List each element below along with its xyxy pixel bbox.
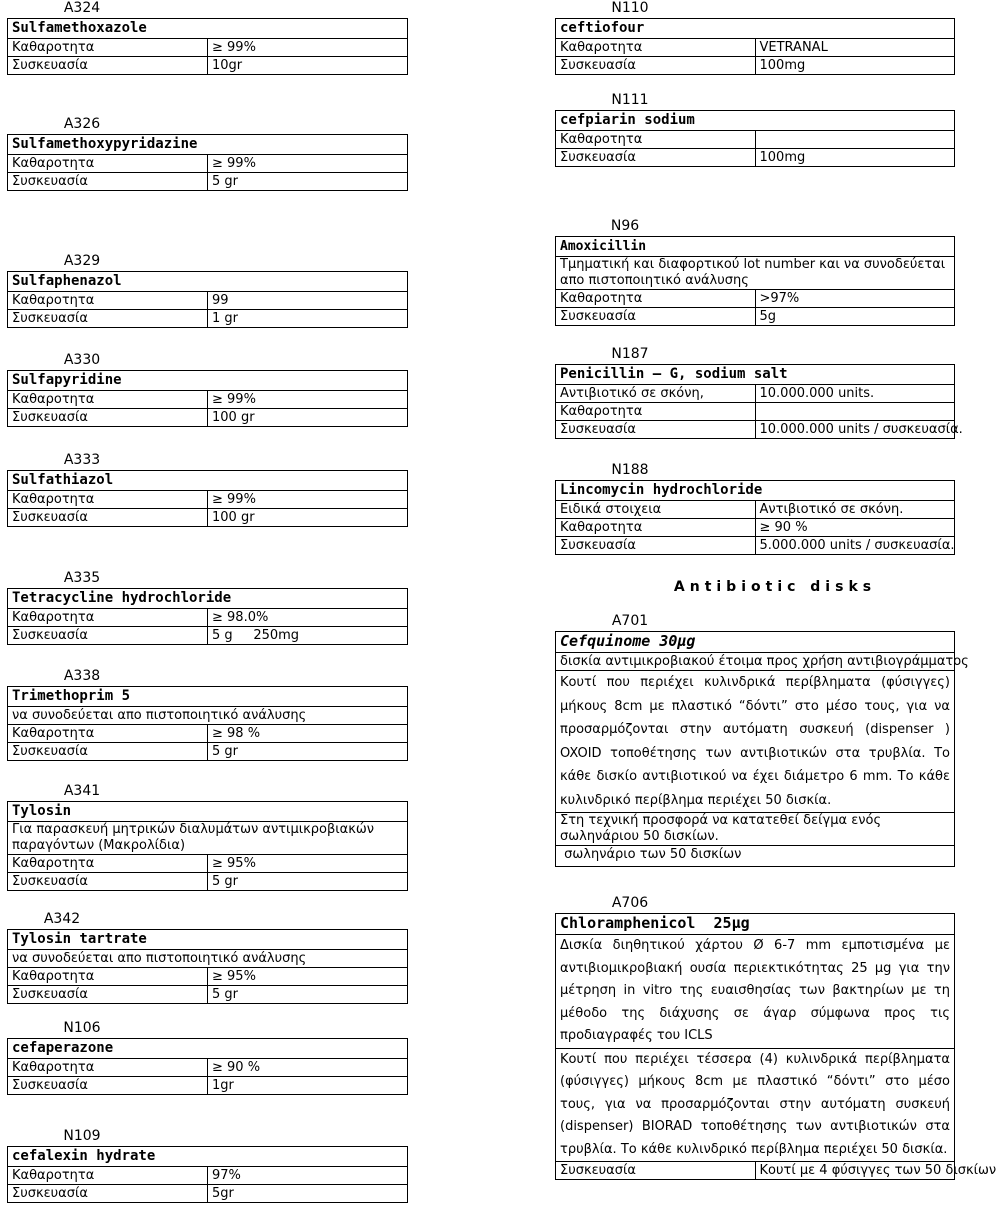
product-name: Amoxicillin — [556, 237, 955, 257]
product-code: N111 — [611, 92, 649, 108]
purity-label: Καθαροτητα — [8, 1167, 208, 1185]
purity-value — [755, 131, 955, 149]
product-n109 — [7, 1128, 408, 1203]
purity-label: Καθαροτητα — [8, 491, 208, 509]
purity-value: ≥ 99% — [208, 155, 408, 173]
product-name-text: Cefquinome 30μg — [560, 632, 696, 650]
product-note: Για παρασκευή μητρικών διαλυμάτων αντιμικροβιακών παραγόντων (Μακρολίδια) — [8, 822, 408, 855]
product-name: Sulfathiazol — [8, 471, 408, 491]
package-value: 1gr — [208, 1077, 408, 1095]
product-name: ceftiofour — [556, 19, 955, 39]
product-a329 — [7, 253, 408, 328]
package-value: 5 gr — [208, 986, 408, 1004]
product-code: N187 — [611, 346, 649, 362]
package-value: 1 gr — [208, 310, 408, 328]
product-code: A329 — [63, 253, 101, 269]
product-note: Τμηματική και διαφορτικού lot number και να συνοδεύεται απο πιστοποιητικό ανάλυσης — [556, 257, 955, 290]
product-n111 — [555, 92, 955, 167]
product-n187 — [555, 346, 963, 439]
product-a341 — [7, 783, 408, 891]
purity-value: ≥ 99% — [208, 39, 408, 57]
purity-label: Καθαροτητα — [8, 855, 208, 873]
product-code: A338 — [63, 668, 101, 684]
spec-label: Ειδικά στοιχεια — [556, 501, 756, 519]
antibiotic-disks-heading: Antibiotic disks — [673, 579, 877, 595]
spec-label: Αντιβιοτικό σε σκόνη, — [556, 385, 756, 403]
package-value: 5 gr — [208, 173, 408, 191]
purity-value: ≥ 98.0% — [208, 609, 408, 627]
purity-label: Καθαροτητα — [8, 391, 208, 409]
purity-label: Καθαροτητα — [8, 725, 208, 743]
product-code: A706 — [611, 895, 649, 911]
purity-label: Καθαροτητα — [556, 403, 756, 421]
purity-value: ≥ 90 % — [755, 519, 955, 537]
package-label: Συσκευασία — [8, 173, 208, 191]
product-code: A326 — [63, 116, 101, 132]
product-name: Sulfamethoxypyridazine — [8, 135, 408, 155]
offer-note: Στη τεχνική προσφορά να κατατεθεί δείγμα ενός σωληνάριου 50 δισκίων. — [556, 813, 955, 846]
product-a326 — [7, 116, 408, 191]
package-value: 10gr — [208, 57, 408, 75]
purity-value: ≥ 99% — [208, 391, 408, 409]
purity-label: Καθαροτητα — [8, 609, 208, 627]
purity-label: Καθαροτητα — [556, 519, 756, 537]
package-label: Συσκευασία — [8, 627, 208, 645]
product-a333 — [7, 452, 408, 527]
product-name: Sulfaphenazol — [8, 272, 408, 292]
purity-value: 97% — [208, 1167, 408, 1185]
purity-value: ≥ 95% — [208, 968, 408, 986]
purity-value: VETRANAL — [755, 39, 955, 57]
product-name: Penicillin – G, sodium salt — [556, 365, 955, 385]
product-packaging-description: Κουτί που περιέχει τέσσερα (4) κυλινδρικά περίβληματα (φύσιγγες) μήκους 8cm με πλαστικό “δόντι” στο μέσο τους, για να προσαρμόζονται στην αυτόματη συσκευή (dispenser) BIORAD τοποθέτησης των αντιβιοτικών στα τρυβλία. Το κάθε κυλινδρικό περίβλημα περιέχει 50 δισκία. — [556, 1048, 955, 1162]
product-a335 — [7, 570, 408, 645]
spec-value: 10.000.000 units. — [755, 385, 955, 403]
product-n96 — [555, 218, 955, 326]
product-code: N109 — [63, 1128, 101, 1144]
product-name: cefalexin hydrate — [8, 1147, 408, 1167]
product-name: Trimethoprim 5 — [8, 687, 408, 707]
package-value: 5gr — [208, 1185, 408, 1203]
product-code: A342 — [43, 911, 81, 927]
product-code: N188 — [611, 462, 649, 478]
package-value: 5.000.000 units / συσκευασία. — [755, 537, 955, 555]
package-label: Συσκευασία — [8, 873, 208, 891]
product-name — [556, 632, 955, 653]
purity-label: Καθαροτητα — [8, 39, 208, 57]
product-name-text: Chloramphenicol 25μg — [560, 914, 750, 932]
package-value: 100mg — [755, 57, 955, 75]
package-value: 100mg — [755, 149, 955, 167]
product-name: Sulfapyridine — [8, 371, 408, 391]
product-a324 — [7, 0, 408, 75]
product-note: να συνοδεύεται απο πιστοποιητικό ανάλυσης — [8, 707, 408, 725]
package-label: Συσκευασία — [8, 310, 208, 328]
product-name: Tylosin — [8, 802, 408, 822]
package-label: Συσκευασία — [8, 409, 208, 427]
purity-label: Καθαροτητα — [8, 1059, 208, 1077]
package-label: Συσκευασία — [8, 743, 208, 761]
product-code: A324 — [63, 0, 101, 16]
product-name: Tetracycline hydrochloride — [8, 589, 408, 609]
product-line1: δισκία αντιμικροβιακού έτοιμα προς χρήση αντιβιογράμματος — [556, 653, 955, 671]
purity-value: 99 — [208, 292, 408, 310]
product-code: A341 — [63, 783, 101, 799]
package-label: Συσκευασία — [556, 537, 756, 555]
purity-value: >97% — [755, 290, 955, 308]
spec-value: Αντιβιοτικό σε σκόνη. — [755, 501, 955, 519]
package-label: Συσκευασία — [8, 1185, 208, 1203]
product-name: cefaperazone — [8, 1039, 408, 1059]
package-label: Συσκευασία — [556, 1162, 756, 1180]
package-label: Συσκευασία — [556, 421, 756, 439]
package-label: Συσκευασία — [8, 57, 208, 75]
package-label: Συσκευασία — [556, 149, 756, 167]
package-value: 5g — [755, 308, 955, 326]
package-value: 5 gr — [208, 743, 408, 761]
purity-label: Καθαροτητα — [8, 155, 208, 173]
package-label: Συσκευασία — [8, 509, 208, 527]
package-value: 100 gr — [208, 409, 408, 427]
product-a330 — [7, 352, 408, 427]
purity-value: ≥ 98 % — [208, 725, 408, 743]
product-code: N96 — [610, 218, 640, 234]
product-n106 — [7, 1020, 408, 1095]
purity-label: Καθαροτητα — [8, 968, 208, 986]
product-name: cefpiarin sodium — [556, 111, 955, 131]
product-n188 — [555, 462, 955, 555]
package-value: Κουτί με 4 φύσιγγες των 50 δισκίων — [755, 1162, 955, 1180]
product-a701 — [555, 613, 969, 867]
package-value: σωληνάριο των 50 δισκίων — [556, 846, 955, 867]
package-value: 5 g 250mg — [208, 627, 408, 645]
package-label: Συσκευασία — [8, 986, 208, 1004]
purity-value: ≥ 99% — [208, 491, 408, 509]
purity-value — [755, 403, 955, 421]
purity-label: Καθαροτητα — [556, 290, 756, 308]
purity-value: ≥ 95% — [208, 855, 408, 873]
package-value: 10.000.000 units / συσκευασία. — [755, 421, 955, 439]
product-code: A335 — [63, 570, 101, 586]
purity-label: Καθαροτητα — [8, 292, 208, 310]
product-description: Δισκία διηθητικού χάρτου Ø 6-7 mm εμποτισμένα με αντιβιομικροβιακή ουσία περιεκτικότητας 25 μg για την μέτρηση in vitro της ευαισθησίας των βακτηρίων με τη μέθοδο της διάχυσης σε άγαρ σύμφωνα προς τις προδιαγραφές του ICLS — [556, 935, 955, 1049]
product-code: A333 — [63, 452, 101, 468]
package-label: Συσκευασία — [556, 308, 756, 326]
product-code: A330 — [63, 352, 101, 368]
package-value: 5 gr — [208, 873, 408, 891]
purity-value: ≥ 90 % — [208, 1059, 408, 1077]
product-a342 — [7, 911, 408, 1004]
package-label: Συσκευασία — [556, 57, 756, 75]
product-code: A701 — [611, 613, 649, 629]
product-note: να συνοδεύεται απο πιστοποιητικό ανάλυσης — [8, 950, 408, 968]
product-a706 — [555, 895, 996, 1180]
product-name: Lincomycin hydrochloride — [556, 481, 955, 501]
product-n110 — [555, 0, 955, 75]
product-code: N110 — [611, 0, 649, 16]
package-value: 100 gr — [208, 509, 408, 527]
product-name: Tylosin tartrate — [8, 930, 408, 950]
product-name: Sulfamethoxazole — [8, 19, 408, 39]
purity-label: Καθαροτητα — [556, 39, 756, 57]
purity-label: Καθαροτητα — [556, 131, 756, 149]
product-name — [556, 914, 955, 935]
product-a338 — [7, 668, 408, 761]
package-label: Συσκευασία — [8, 1077, 208, 1095]
product-code: N106 — [63, 1020, 101, 1036]
product-description: Κουτί που περιέχει κυλινδρικά περίβληματα (φύσιγγες) μήκους 8cm με πλαστικό “δόντι” στο μέσο τους, για να προσαρμόζονται στην αυτόματη συσκευή (dispenser ) OXOID τοποθέτησης των αντιβιοτικών στα τρυβλία. Το κάθε δισκίο αντιβιοτικού να έχει διάμετρο 6 mm. Το κάθε κυλινδρικό περίβλημα περιέχει 50 δισκία. — [556, 671, 955, 813]
